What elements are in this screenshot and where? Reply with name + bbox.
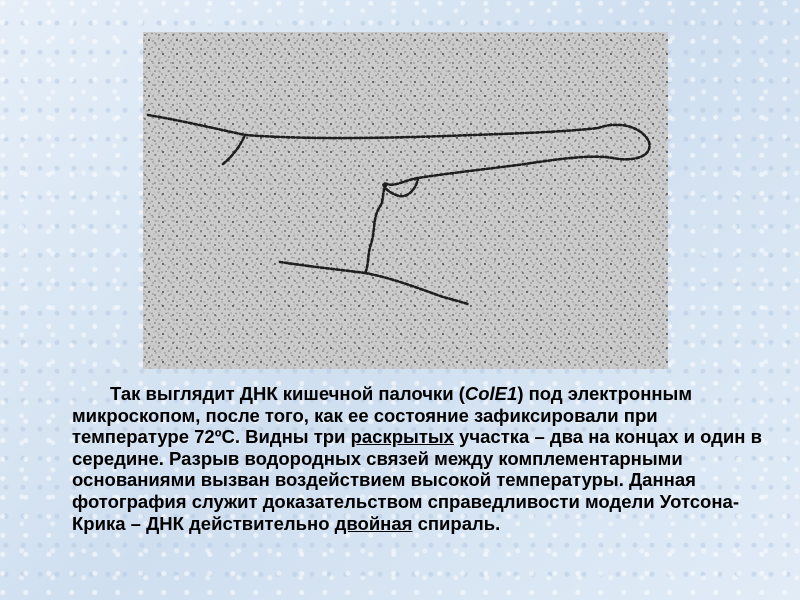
caption-part-4: спираль. [412, 512, 501, 534]
caption-part-2: ) под электронным микроскопом, после того, как ее состояние зафиксировали при температуре 72ºС. Видны три [72, 383, 693, 448]
underlined-word-opened: раскрытых [350, 426, 454, 448]
strain-name: ColE1 [464, 383, 518, 404]
caption-part-3: участка – два на концах и один в середине. Разрыв водородных связей между комплементарными основаниями вызван воздействием высокой температуры. Данная фотография служит доказательством справедливости модели Уотсона-Крика – ДНК действительно [72, 426, 762, 534]
caption-text [72, 383, 772, 534]
electron-micrograph [143, 32, 668, 369]
underlined-word-double: двойная [334, 512, 413, 534]
caption-part-1: Так выглядит ДНК кишечной палочки ( [110, 383, 465, 404]
dna-micrograph-image [143, 32, 668, 369]
